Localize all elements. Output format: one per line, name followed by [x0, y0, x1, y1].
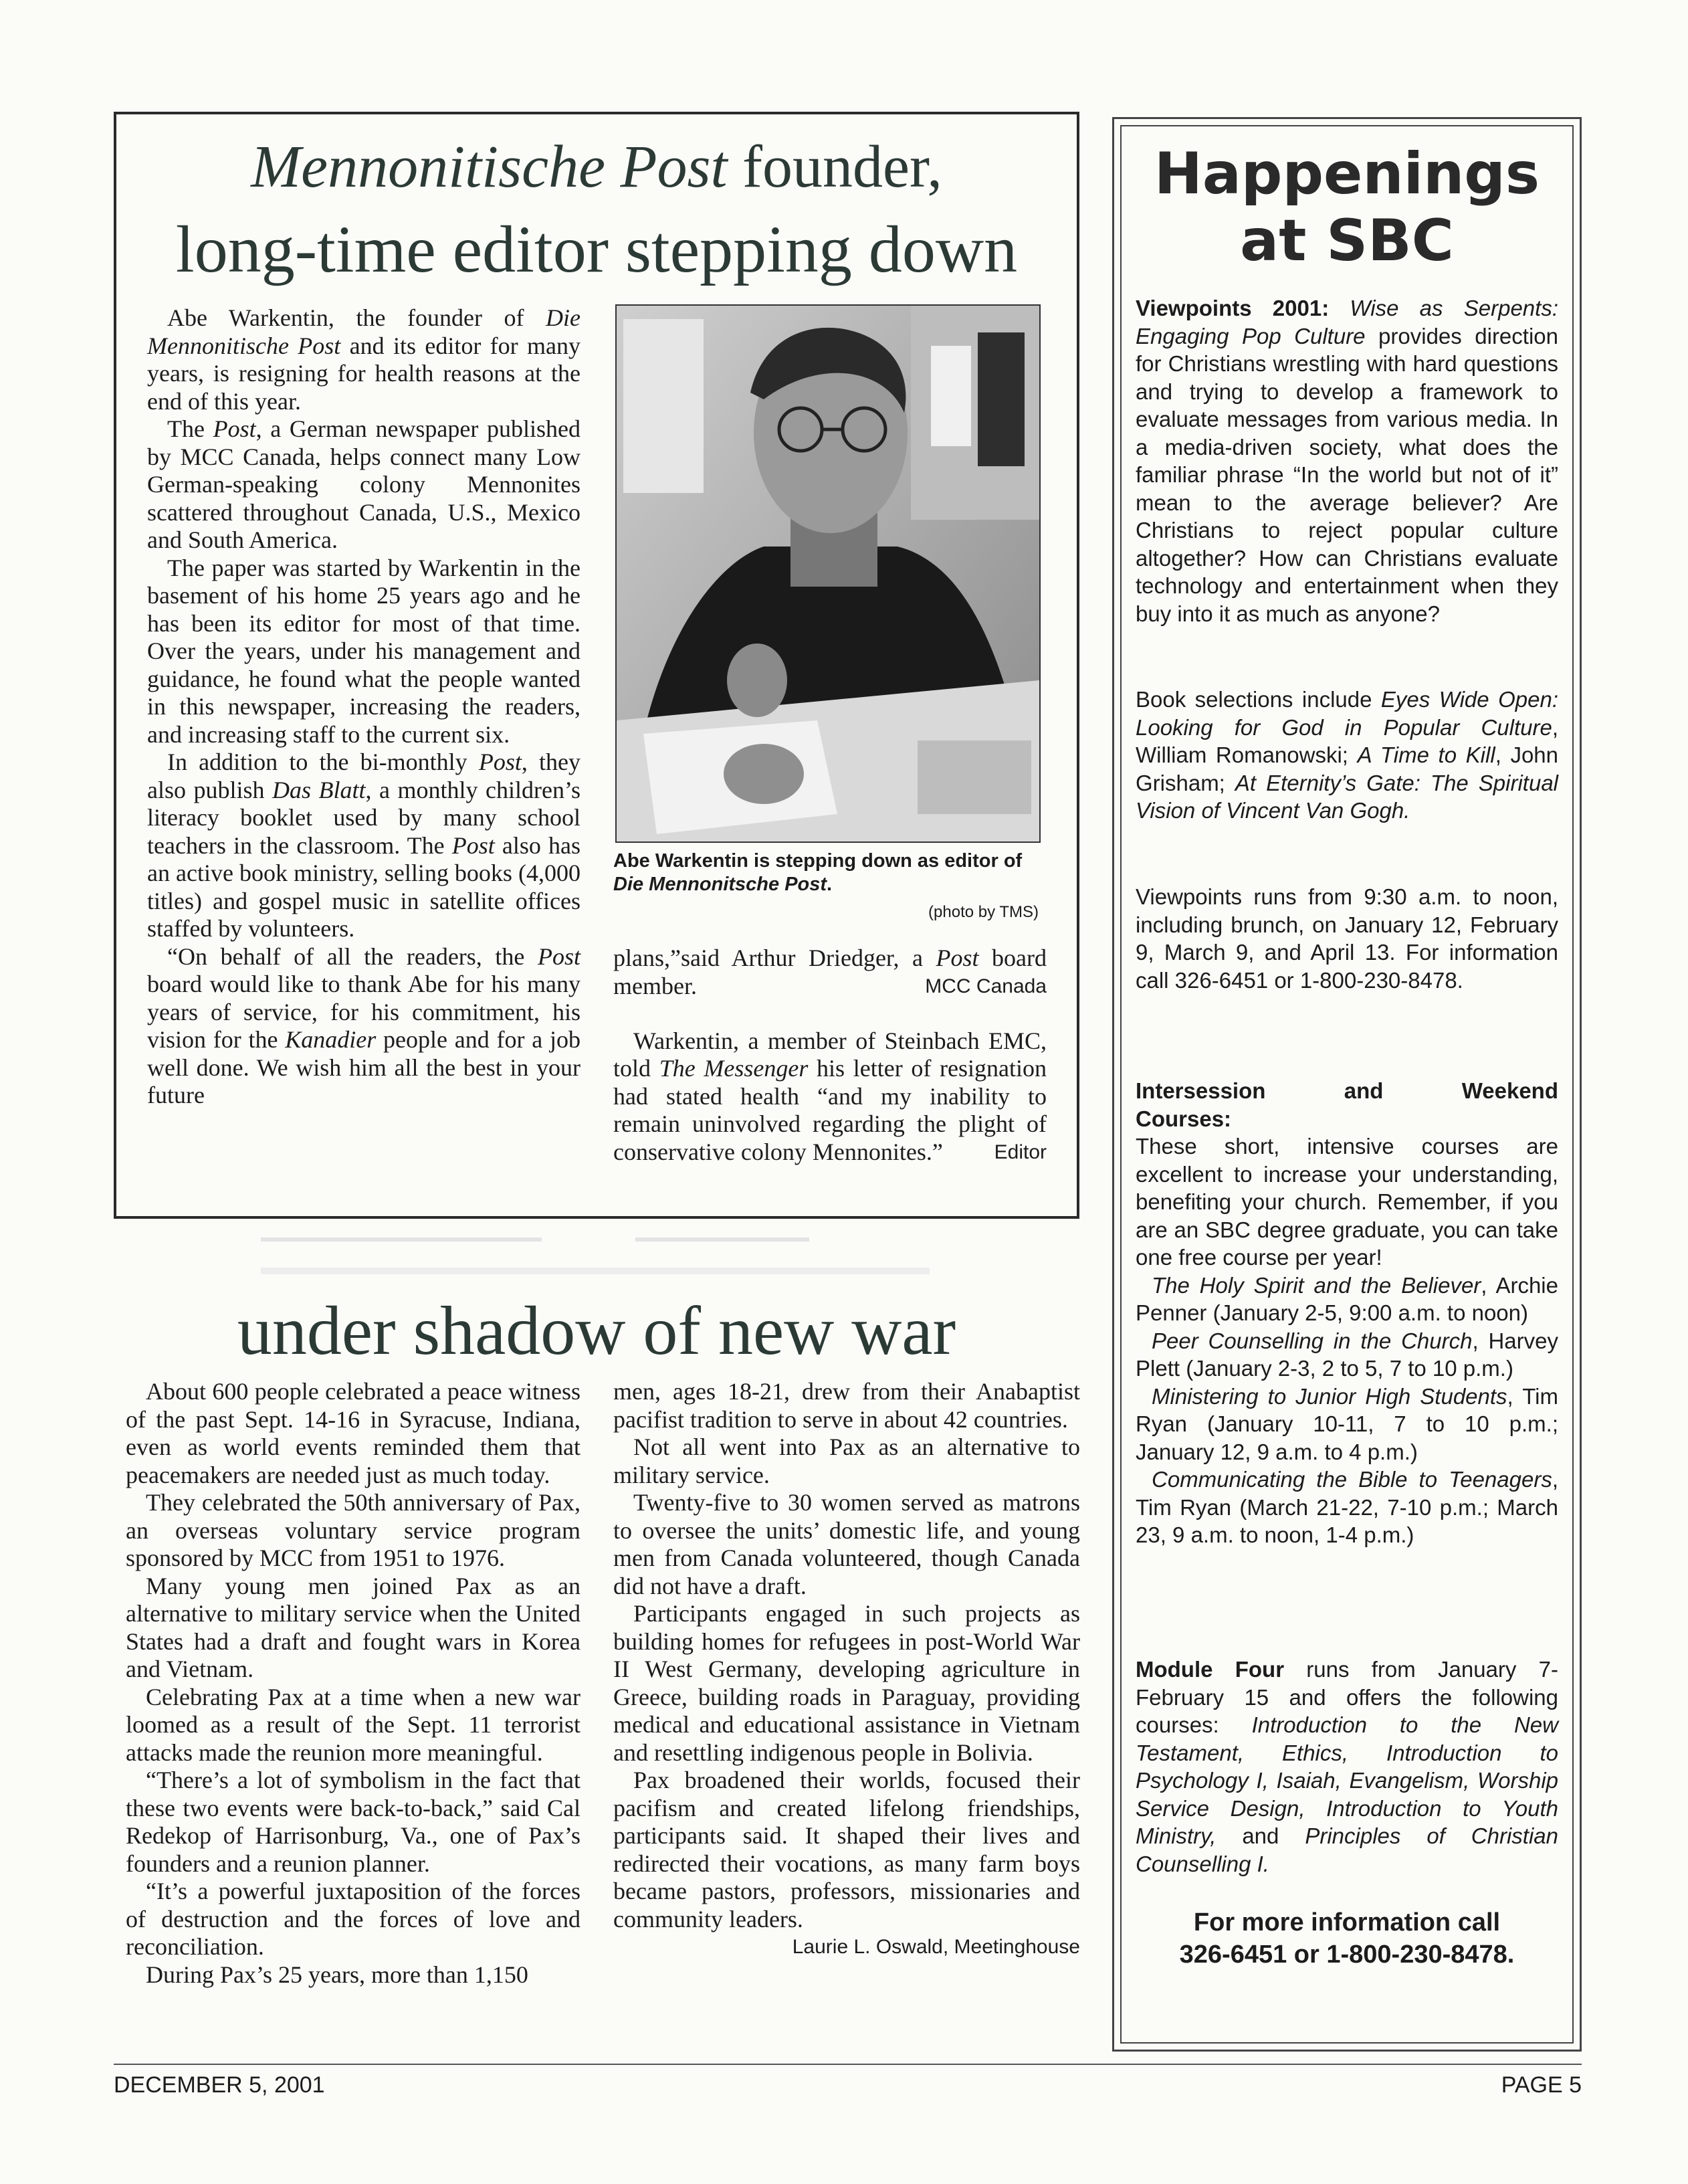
- byline: Editor: [994, 1141, 1047, 1163]
- intersession-heading: Intersession and Weekend: [1136, 1078, 1558, 1103]
- course-item: Peer Counselling in the Church, Harvey Plett (January 2-3, 2 to 5, 7 to 10 p.m.): [1136, 1328, 1558, 1381]
- paragraph: Warkentin, a member of Steinbach EMC, told The Messenger his letter of resignation had stated health “and my inability to remain uninvolved regarding the plight of conservative colony Mennonites.”: [613, 1027, 1047, 1165]
- paragraph: The paper was started by Warkentin in the basement of his home 25 years ago and he has been its editor for most of that time. Over the years, under his management and guidance, he found what the people wanted in this newspaper, increasing the readers, and increasing staff to the current six.: [147, 554, 581, 748]
- paragraph: In addition to the bi-monthly Post, they also publish Das Blatt, a monthly children’s literacy booklet used by many school teachers in the classroom. The Post also has an active book ministry, selling books (4,000 titles) and gospel music in satellite offices staffed by volunteers.: [147, 749, 581, 942]
- paragraph: About 600 people celebrated a peace witness of the past Sept. 14-16 in Syracuse, Indiana, even as world events reminded them that peacemakers are needed just as much today.: [126, 1378, 581, 1488]
- byline: MCC Canada: [925, 975, 1047, 997]
- paragraph: Participants engaged in such projects as building homes for refugees in post-World War II West Germany, developing agriculture in Greece, building roads in Paraguay, providing medical and educational assistance in Vietnam and resettling indigenous people in Bolivia.: [613, 1600, 1080, 1766]
- paragraph: men, ages 18-21, drew from their Anabaptist pacifist tradition to serve in about 42 countries.: [613, 1378, 1080, 1433]
- photo-caption: Abe Warkentin is stepping down as editor of Die Mennonitsche Post.: [613, 850, 1023, 895]
- cut-off-headline-fragment: [261, 1237, 930, 1278]
- sidebar-intersession: Intersession and Weekend Courses: These short, intensive courses are excellent to increase your understanding, benefiting your church. Remember, if you are an SBC degree graduate, you can take one free course per year! The Holy Spirit and the Believer, Archie Penner (January 2-5, 9:00 a.m. to noon) Peer Counselling in the Church, Harvey Plett (January 2-3, 2 to 5, 7 to 10 p.m.) Ministering to Junior High Students, Tim Ryan (January 10-11, 7 to 10 p.m.; January 12, 9 a.m. to 4 p.m.) Communicating the Bible to Teenagers, Tim Ryan (March 21-22, 7-10 p.m.; March 23, 9 a.m. to noon, 1-4 p.m.): [1136, 1077, 1558, 1549]
- sidebar-viewpoints-schedule: Viewpoints runs from 9:30 a.m. to noon, including brunch, on January 12, February 9, March 9, and April 13. For information call 326-6451 or 1-800-230-8478.: [1136, 884, 1558, 993]
- page-number: PAGE 5: [1501, 2072, 1582, 2098]
- article1-column2: [613, 945, 1047, 1167]
- course-item: Communicating the Bible to Teenagers, Tim Ryan (March 21-22, 7-10 p.m.; March 23, 9 a.m. to noon, 1-4 p.m.): [1136, 1467, 1558, 1547]
- paragraph: Many young men joined Pax as an alternative to military service when the United States had a draft and fought wars in Korea and Vietnam.: [126, 1572, 581, 1682]
- paragraph: “It’s a powerful juxtaposition of the forces of destruction and the forces of love and reconciliation.: [126, 1878, 581, 1960]
- paragraph: “There’s a lot of symbolism in the fact that these two events were back-to-back,” said Cal Redekop of Harrisonburg, Va., one of Pax’s founders and a reunion planner.: [126, 1767, 581, 1877]
- paragraph: Abe Warkentin, the founder of Die Mennonitische Post and its editor for many years, is resigning for health reasons at the end of this year.: [147, 304, 581, 415]
- paragraph: Pax broadened their worlds, focused their pacifism and created lifelong friendships, participants said. It shaped their lives and redirected their vocations, as many farm boys became pastors, professors, missionaries and community leaders.: [613, 1767, 1080, 1932]
- course-item: Ministering to Junior High Students, Tim Ryan (January 10-11, 7 to 10 p.m.; January 12, 9 a.m. to 4 p.m.): [1136, 1383, 1558, 1464]
- paragraph: They celebrated the 50th anniversary of Pax, an overseas voluntary service program sponsored by MCC from 1951 to 1976.: [126, 1489, 581, 1571]
- sidebar-title-line1: Happenings: [1154, 140, 1540, 207]
- headline-paper-name: Mennonitische Post: [251, 134, 728, 200]
- sidebar-module-four: Module Four runs from January 7-February 15 and offers the following courses: Introduction to the New Testament, Ethics, Introduction to Psychology I, Isaiah, Evangelism, Worship Service Design, Introduction to Youth Ministry, and Principles of Christian Counselling I.: [1136, 1657, 1559, 1876]
- issue-date: DECEMBER 5, 2001: [114, 2072, 325, 2098]
- paragraph: “On behalf of all the readers, the Post board would like to thank Abe for his many years of service, for his commitment, his vision for the Kanadier people and for a job well done. We wish him all the best in your future: [147, 942, 581, 1108]
- editor-photo: [615, 304, 1041, 843]
- paragraph: plans,”said Arthur Driedger, a Post board member.: [613, 945, 1047, 999]
- paragraph: During Pax’s 25 years, more than 1,150: [146, 1961, 528, 1988]
- photo-illustration: [617, 306, 1039, 841]
- byline: Laurie L. Oswald, Meetinghouse: [792, 1936, 1080, 1958]
- article-headline-line1: [114, 134, 1079, 201]
- photo-credit: (photo by TMS): [928, 903, 1039, 921]
- footer-rule: [114, 2064, 1582, 2065]
- article2-column1: [126, 1378, 581, 1989]
- article1-column1: [147, 304, 581, 1110]
- article-headline-line2: long-time editor stepping down: [175, 212, 1018, 286]
- sidebar-books: Book selections include Eyes Wide Open: Looking for God in Popular Culture, William Romanowski; A Time to Kill, John Grisham; At Eternity’s Gate: The Spiritual Vision of Vincent Van Gogh.: [1136, 687, 1559, 823]
- article2-headline: under shadow of new war: [237, 1292, 956, 1369]
- sidebar-title-line2: at SBC: [1240, 207, 1454, 274]
- article2-column2: [613, 1378, 1080, 1961]
- paragraph: Celebrating Pax at a time when a new war loomed as a result of the Sept. 11 terrorist attacks made the reunion more meaningful.: [126, 1683, 581, 1766]
- paragraph: Twenty-five to 30 women served as matrons to oversee the units’ domestic life, and young men from Canada volunteered, though Canada did not have a draft.: [613, 1489, 1080, 1599]
- course-item: The Holy Spirit and the Believer, Archie Penner (January 2-5, 9:00 a.m. to noon): [1136, 1272, 1558, 1325]
- paragraph: Not all went into Pax as an alternative to military service.: [613, 1433, 1080, 1488]
- paragraph: The Post, a German newspaper published by MCC Canada, helps connect many Low German-speaking colony Mennonites scattered throughout Canada, U.S., Mexico and South America.: [147, 415, 581, 553]
- headline-rest: founder,: [727, 134, 942, 200]
- sidebar-viewpoints: Viewpoints 2001: Wise as Serpents: Engaging Pop Culture provides direction for Christians wrestling with hard questions and trying to develop a framework to evaluate messages from various media. In a media-driven society, what does the familiar phrase “In the world but not of it” mean to the average believer? Are Christians to reject popular culture altogether? How can Christians evaluate technology and entertainment when they buy into it as much as anyone?: [1136, 296, 1558, 626]
- sidebar-contact: For more information call 326-6451 or 1-800-230-8478.: [1179, 1908, 1515, 1969]
